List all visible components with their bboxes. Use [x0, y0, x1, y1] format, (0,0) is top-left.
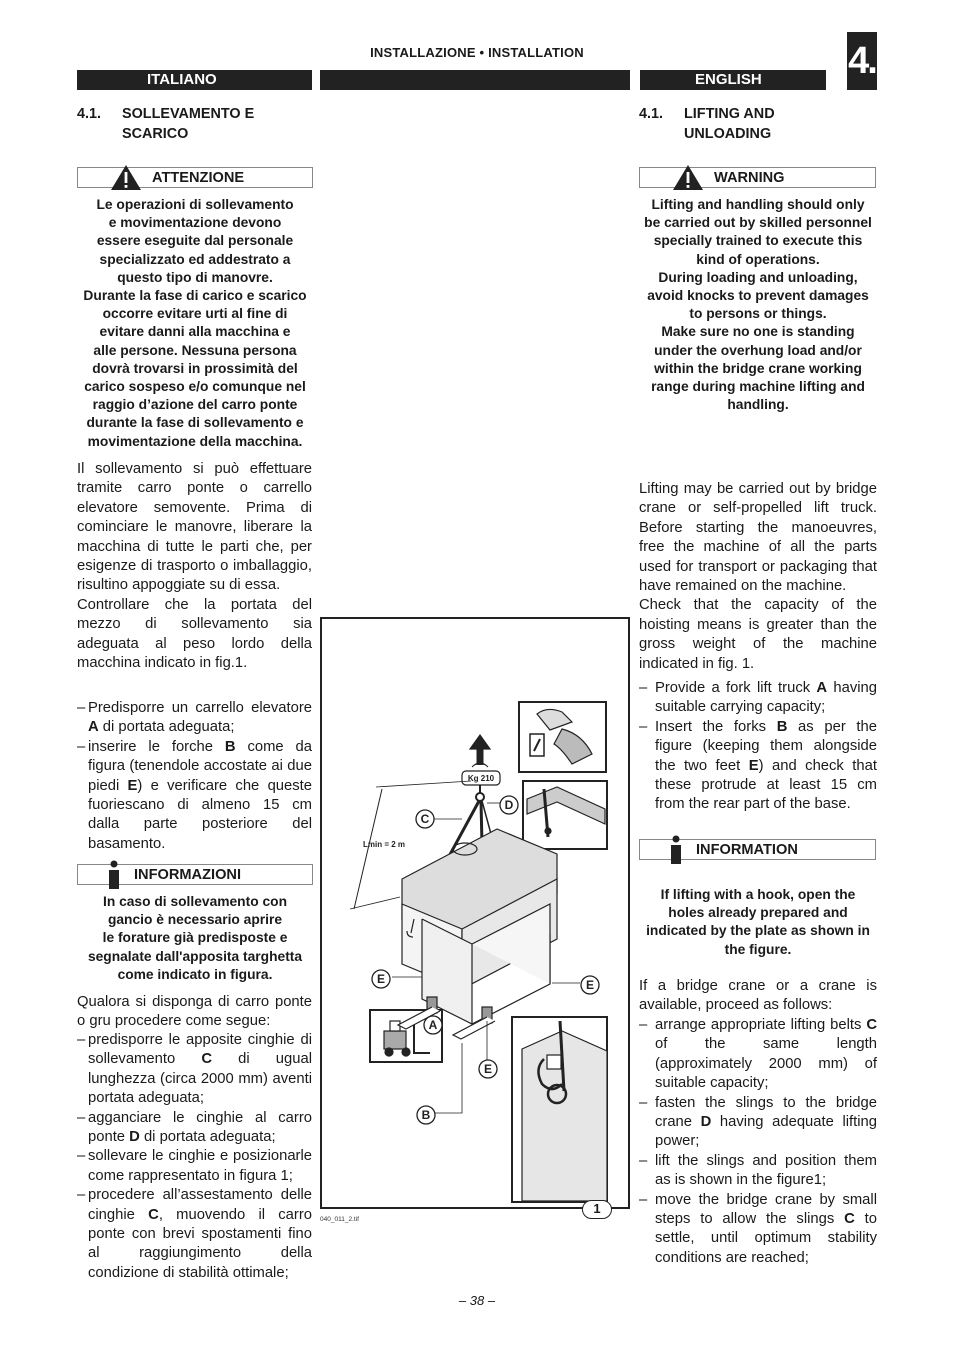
text-line: Durante la fase di carico e scarico — [83, 288, 307, 304]
list-text: lift the slings and position them as is shown in the figure1; — [655, 1152, 877, 1189]
callout-d-label: D — [504, 798, 514, 812]
info-label: INFORMATION — [696, 842, 798, 858]
list-item — [77, 699, 312, 738]
callout-b-label: B — [421, 1108, 431, 1122]
italian-section-heading — [77, 104, 312, 146]
list-text: arrange appropriate lifting belts — [655, 1017, 867, 1033]
callout-e-left-label: E — [376, 972, 386, 986]
list-text: ) e verificare che queste fuoriescano di almeno 15 cm dalla parte posteriore del basamento. — [88, 777, 312, 852]
component-letter: A — [816, 680, 828, 696]
list-text: move the bridge crane by small steps to allow the slings — [655, 1191, 877, 1228]
callout-a-label: A — [428, 1018, 438, 1032]
text-line: evitare danni alla macchina e — [99, 324, 291, 340]
text-line: alle persone. Nessuna persona — [93, 342, 297, 358]
component-letter: B — [776, 718, 788, 735]
text-line: raggio d’azione del carro ponte — [92, 397, 298, 413]
list-text: procedere all’assestamento delle cinghie — [88, 1187, 312, 1223]
component-letter: E — [748, 757, 759, 774]
text-line: In caso di sollevamento con — [102, 894, 287, 909]
list-item — [77, 1186, 312, 1283]
component-letter: B — [224, 738, 236, 755]
list-text: predisporre le apposite cinghie di sollevamento — [88, 1032, 312, 1068]
middle-bar — [320, 70, 630, 90]
english-intro — [639, 480, 877, 674]
callout-e-bottom-label: E — [483, 1062, 493, 1076]
list-text: ) and check that these protrude at least 15 cm from the rear part of the base. — [655, 757, 877, 813]
warning-label: ATTENZIONE — [152, 170, 245, 186]
list-dash: – — [639, 1152, 648, 1169]
list-dash: – — [77, 1109, 86, 1126]
warning-label: WARNING — [714, 170, 785, 186]
list-text: of the same length (approximately 2000 mm) of suitable capacity; — [655, 1036, 877, 1092]
text-line: holes already prepared and — [668, 905, 848, 921]
italian-warning-text — [77, 196, 313, 451]
info-icon — [668, 835, 684, 865]
chapter-tab: 4. — [847, 32, 877, 90]
list-text: di portata adeguata; — [139, 1129, 276, 1146]
component-letter: C — [844, 1211, 855, 1228]
list-text: to settle, until optimum stability conditions are reached; — [655, 1211, 877, 1266]
running-header: INSTALLAZIONE • INSTALLATION — [370, 45, 584, 60]
list-item — [639, 1016, 877, 1094]
list-item — [639, 1152, 877, 1191]
italian-paragraph-3: Qualora si disponga di carro ponte o gru procedere come segue: — [77, 994, 312, 1030]
list-dash: – — [639, 1017, 648, 1033]
section-number: 4.1. — [639, 106, 664, 122]
list-text: fasten the slings to the bridge crane — [655, 1094, 877, 1131]
text-line: range during machine lifting and — [651, 379, 865, 395]
list-dash: – — [77, 700, 86, 716]
english-language-bar: ENGLISH — [640, 70, 826, 90]
list-text: di portata adeguata; — [98, 719, 235, 736]
list-text: agganciare le cinghie al carro ponte — [88, 1109, 312, 1146]
italian-info-header — [77, 864, 313, 885]
english-list-2 — [639, 1016, 877, 1268]
list-dash: – — [77, 738, 86, 755]
list-item — [77, 1147, 312, 1186]
text-line: come indicato in figura. — [117, 966, 273, 982]
weight-label: Kg 210 — [467, 774, 495, 783]
section-title: LIFTING AND UNLOADING — [684, 106, 775, 142]
text-line: questo tipo di manovre. — [117, 269, 273, 285]
text-line: dovrà trovarsi in prossimità del — [92, 360, 298, 376]
text-line: under the overhung load and/or — [654, 342, 862, 358]
list-text: Predisporre un carrello elevatore — [88, 700, 312, 716]
text-line: If lifting with a hook, open the — [660, 887, 856, 902]
callout-c-label: C — [420, 812, 430, 826]
list-item — [639, 718, 877, 815]
section-number: 4.1. — [77, 106, 102, 122]
text-line: Le operazioni di sollevamento — [96, 197, 294, 212]
info-label: INFORMAZIONI — [134, 867, 242, 883]
text-line: the figure. — [724, 941, 792, 957]
component-letter: D — [129, 1129, 140, 1146]
list-item — [77, 738, 312, 854]
text-line: gancio è necessario aprire — [107, 912, 283, 928]
list-text: sollevare le cinghie e posizionarle come rappresentato in figura 1; — [88, 1148, 312, 1184]
english-warning-header — [639, 167, 876, 188]
warning-triangle-icon — [672, 164, 704, 191]
component-letter: A — [88, 719, 99, 736]
text-line: e movimentazione devono — [108, 215, 282, 231]
text-line: segnalate dall'apposita targhetta — [87, 948, 303, 964]
text-line: avoid knocks to prevent damages — [647, 288, 869, 304]
italian-info-text — [77, 893, 313, 984]
text-line: indicated by the plate as shown in — [646, 923, 870, 939]
italian-paragraph-2: Controllare che la portata del mezzo di sollevamento sia adeguata al peso lordo della macchina indicato in fig.1. — [77, 596, 312, 672]
length-label: Lmin = 2 m — [362, 840, 406, 849]
figure-code: 040_011_2.tif — [320, 1216, 359, 1223]
text-line: kind of operations. — [696, 251, 820, 267]
list-text: as per the figure (keeping them alongside the two feet — [655, 718, 877, 774]
component-letter: C — [201, 1051, 213, 1068]
lifting-illustration — [322, 619, 628, 1207]
list-text: inserire le forche — [88, 738, 225, 755]
text-line: be carried out by skilled personnel — [644, 215, 872, 231]
text-line: within the bridge crane working — [654, 360, 862, 376]
english-paragraph-2: Check that the capacity of the hoisting means is greater than the gross weight of the machine indicated in fig. 1. — [639, 597, 877, 672]
list-item — [77, 1031, 312, 1109]
list-dash: – — [639, 1191, 648, 1208]
component-letter: E — [127, 777, 138, 794]
warning-triangle-icon — [110, 164, 142, 191]
text-line: specializzato ed addestrato a — [99, 251, 291, 267]
list-dash: – — [77, 1148, 86, 1165]
page-number: – 38 – — [458, 1293, 496, 1308]
english-info-text — [639, 886, 877, 959]
component-letter: D — [700, 1114, 712, 1131]
english-warning-text — [639, 196, 877, 414]
italian-paragraph-1: Il sollevamento si può effettuare tramite carro ponte o carrello elevatore semovente. Prima di cominciare le manovre, liberare la macchina di tutte le parti che, per esigenze di trasporto o imballaggio, risultino appoggiate su di essa. — [77, 461, 312, 594]
text-line: le forature già predisposte e — [102, 930, 288, 946]
italian-language-bar: ITALIANO — [77, 70, 312, 90]
italian-intro — [77, 460, 312, 673]
figure-number: 1 — [582, 1200, 612, 1219]
text-line: Lifting and handling should only — [651, 197, 865, 212]
english-list-1 — [639, 679, 877, 815]
component-letter: C — [148, 1206, 159, 1223]
list-item — [639, 1191, 877, 1269]
list-text: , muovendo il carro ponte con brevi spostamenti fino al raggiungimento della condizione di stabilità ottimale; — [88, 1206, 312, 1281]
text-line: Make sure no one is standing — [661, 324, 855, 340]
list-text: Provide a fork lift truck — [655, 680, 817, 696]
callout-e-right-label: E — [585, 978, 595, 992]
list-item — [639, 679, 877, 718]
italian-list-1 — [77, 699, 312, 854]
list-text: di ugual lunghezza (circa 2000 mm) aventi portata adeguata; — [88, 1051, 313, 1107]
info-icon — [106, 860, 122, 890]
text-line: During loading and unloading, — [658, 269, 858, 285]
text-line: to persons or things. — [689, 306, 827, 322]
list-dash: – — [77, 1187, 86, 1204]
list-dash: – — [77, 1032, 86, 1048]
text-line: movimentazione della macchina. — [87, 433, 303, 449]
component-letter: C — [866, 1017, 877, 1033]
text-line: handling. — [727, 397, 789, 413]
list-text: having adequate lifting power; — [655, 1114, 877, 1150]
text-line: specially trained to execute this — [653, 233, 863, 249]
list-text: having suitable carrying capacity; — [655, 680, 878, 716]
list-text: Insert the forks — [655, 718, 777, 735]
list-dash: – — [639, 1094, 648, 1111]
text-line: carico sospeso e/o comunque nel — [84, 379, 306, 395]
list-text: come da figura (tenendole accostate ai due piedi — [88, 738, 312, 794]
italian-warning-header — [77, 167, 313, 188]
list-dash: – — [639, 718, 648, 735]
list-item — [77, 1109, 312, 1148]
english-section-heading — [639, 104, 877, 146]
text-line: occorre evitare urti al fine di — [102, 306, 288, 322]
list-item — [639, 1094, 877, 1152]
section-title: SOLLEVAMENTO E SCARICO — [122, 106, 255, 142]
text-line: durante la fase di sollevamento e — [86, 415, 304, 431]
figure-1-frame — [320, 617, 630, 1209]
text-line: essere eseguite dal personale — [96, 233, 294, 249]
list-dash: – — [639, 680, 648, 696]
english-info-header — [639, 839, 876, 860]
english-paragraph-1: Lifting may be carried out by bridge crane or self-propelled lift truck. Before starting the manoeuvres, free the machine of all the parts used for transport or packaging that have remained on the machine. — [639, 481, 877, 595]
italian-list-2 — [77, 1031, 312, 1283]
english-paragraph-3: If a bridge crane or a crane is available, proceed as follows: — [639, 978, 877, 1014]
